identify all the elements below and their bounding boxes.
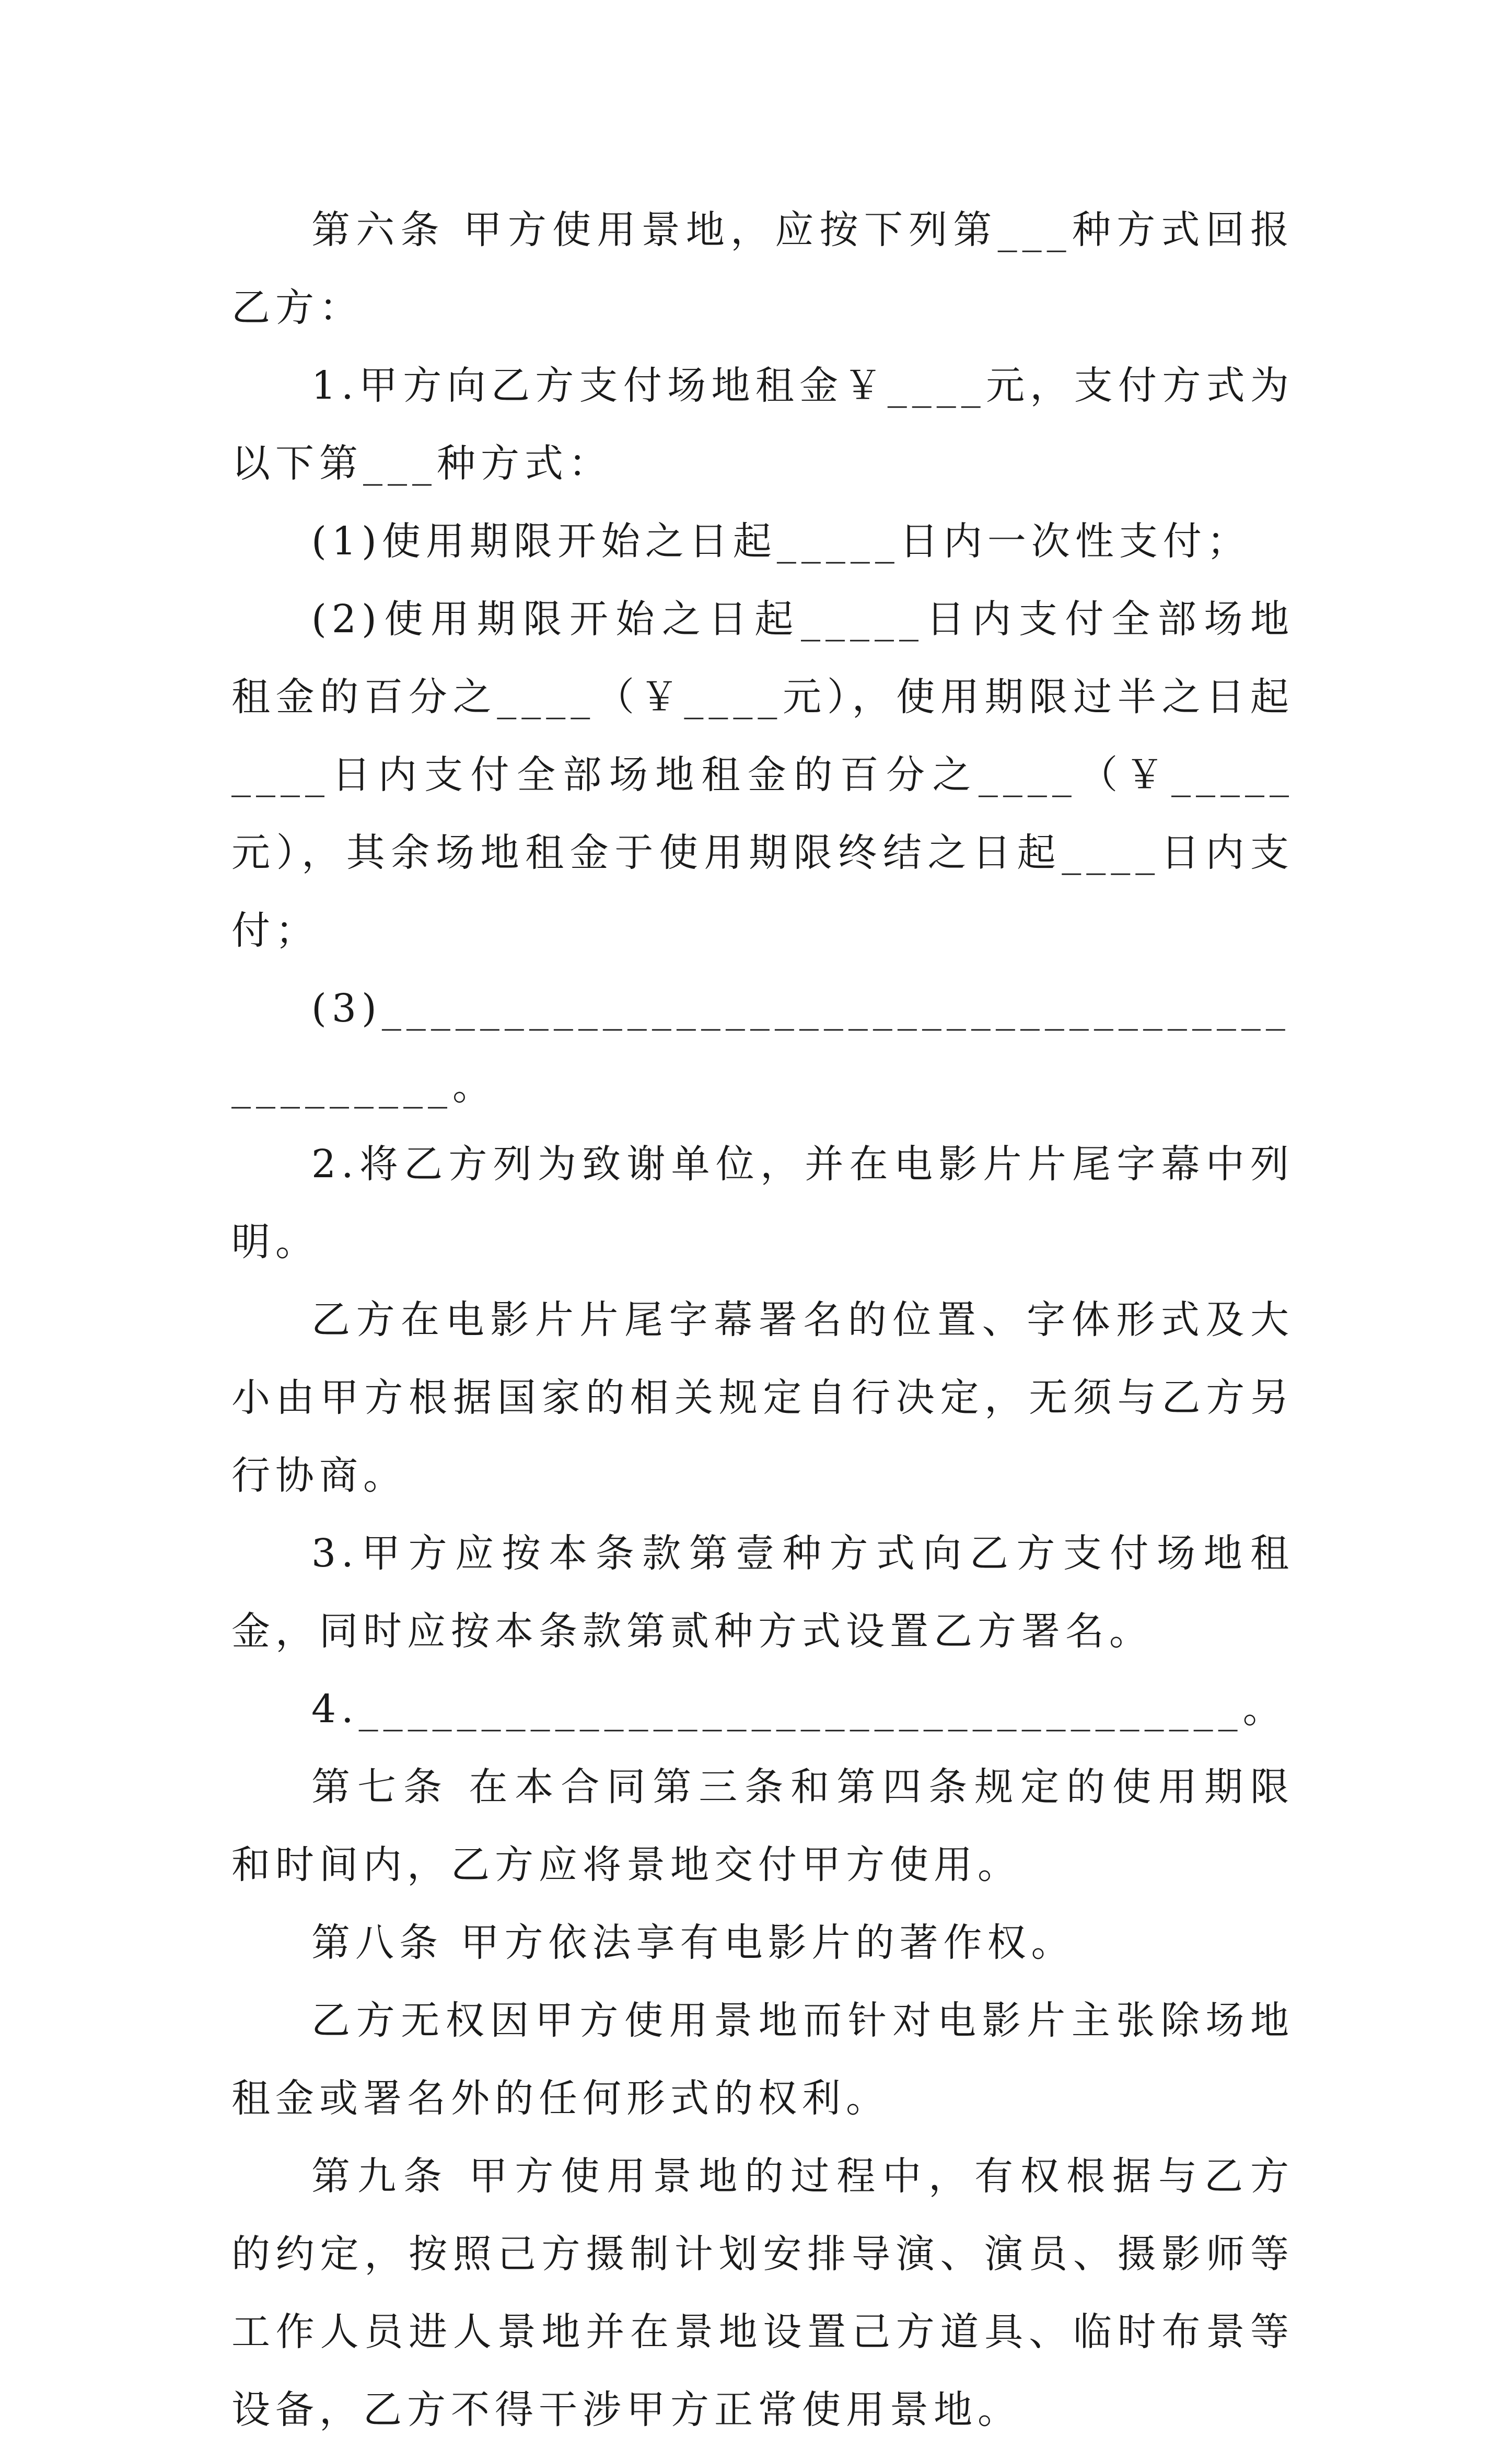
article-6-clause-1-option-1: (1)使用期限开始之日起_____日内一次性支付； [311, 519, 1251, 564]
article-6-clause-1-option-2: (2)使用期限开始之日起_____日内支付全部场地租金的百分之____（￥____元），使用期限过半之日起____日内支付全部场地租金的百分之____（￥_____元），其余场地租金于使用期限终结之日起____日内支付； [231, 597, 1294, 953]
article-6-heading: 第六条 甲方使用景地，应按下列第___种方式回报乙方： [231, 207, 1294, 330]
article-9: 第九条 甲方使用景地的过程中，有权根据与乙方的约定，按照己方摄制计划安排导演、演员、摄影师等工作人员进人景地并在景地设置己方道具、临时布景等设备，乙方不得干涉甲方正常使用景地。 [231, 2154, 1294, 2432]
article-6-clause-4: 4.____________________________________。 [311, 1687, 1287, 1732]
article-6-clause-1-option-3: (3)______________________________________________。 [231, 986, 1290, 1109]
article-8: 第八条 甲方依法享有电影片的著作权。 [311, 1920, 1075, 1965]
article-6-clause-2: 2.将乙方列为致谢单位，并在电影片片尾字幕中列明。 [231, 1142, 1294, 1264]
article-6-clause-3: 3.甲方应按本条款第壹种方式向乙方支付场地租金，同时应按本条款第贰种方式设置乙方署名。 [231, 1531, 1294, 1654]
article-7: 第七条 在本合同第三条和第四条规定的使用期限和时间内，乙方应将景地交付甲方使用。 [231, 1765, 1294, 1887]
contract-body [231, 191, 1294, 2449]
article-6-clause-1: 1.甲方向乙方支付场地租金￥____元，支付方式为以下第___种方式： [231, 363, 1294, 486]
article-6-clause-2-note: 乙方在电影片片尾字幕署名的位置、字体形式及大小由甲方根据国家的相关规定自行决定，无须与乙方另行协商。 [231, 1297, 1294, 1498]
article-8-note: 乙方无权因甲方使用景地而针对电影片主张除场地租金或署名外的任何形式的权利。 [231, 1998, 1294, 2121]
